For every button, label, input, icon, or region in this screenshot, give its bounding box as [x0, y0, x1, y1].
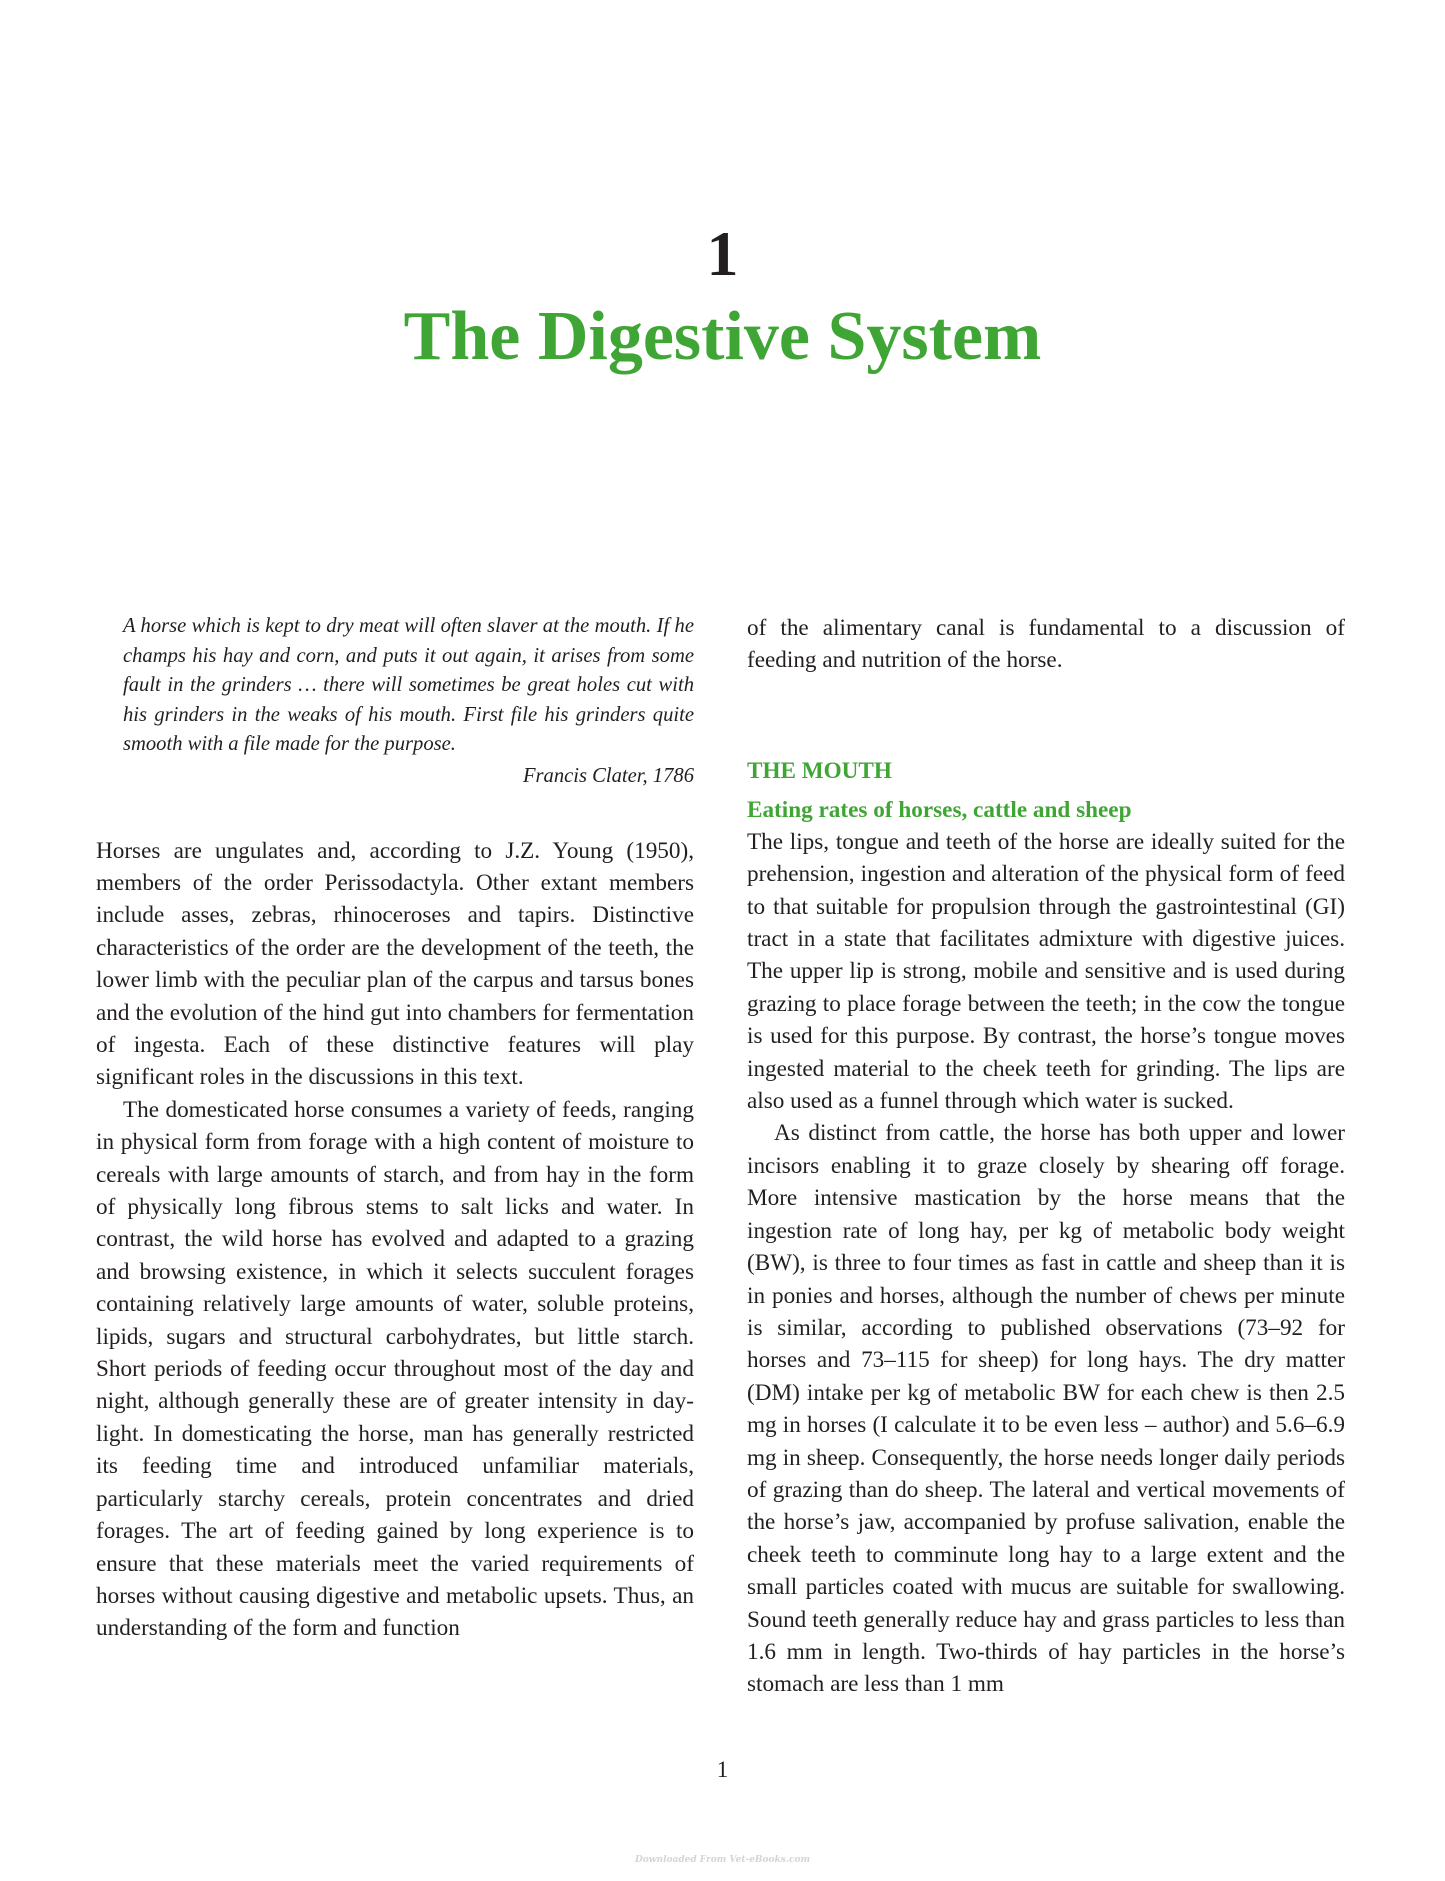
subsection-heading: Eating rates of horses, cattle and sheep	[747, 796, 1132, 823]
section-heading: THE MOUTH	[747, 757, 892, 784]
continuation-paragraph: of the alimentary canal is fundamental to a discussion of feeding and nutrition of the horse.	[747, 615, 1345, 674]
body-paragraph: The domesticated horse consumes a variety of feeds, ranging in physical form from forage with a high content of moisture to cereals with large amounts of starch, and from hay in the form of physically long fibrous stems to salt licks and water. In contrast, the wild horse has evolved and adapted to a grazing and browsing existence, in which it selects succulent forages containing relatively large amounts of water, soluble proteins, lipids, sugars and structural carbohydrates, but little starch. Short periods of feeding occur throughout most of the day and night, although generally these are of greater intensity in daylight. In domesticating the horse, man has generally restricted its feeding time and introduced unfamiliar materials, particularly starchy cereals, protein concentrates and dried forages. The art of feeding gained by long experience is to ensure that these materials meet the varied requirements of horses without causing digestive and metabolic upsets. Thus, an understanding of the form and function	[96, 1096, 694, 1642]
chapter-title: The Digestive System	[403, 298, 1042, 375]
right-column	[747, 612, 1345, 1701]
epigraph	[123, 612, 694, 792]
epigraph-attribution: Francis Clater, 1786	[522, 764, 694, 787]
left-column	[96, 612, 694, 1645]
body-paragraph: The lips, tongue and teeth of the horse are ideally suited for the prehension, ingestion and alteration of the physical form of feed to that suitable for propulsion through the gastrointestinal (GI) tract in a state that facilitates admixture with digestive juices. The upper lip is strong, mobile and sensitive and is used during grazing to place forage between the teeth; in the cow the tongue is used for this purpose. By contrast, the horse’s tongue moves ingested material to the cheek teeth for grinding. The lips are also used as a funnel through which water is sucked.	[747, 828, 1345, 1115]
download-watermark: Downloaded From Vet-eBooks.com	[635, 1855, 810, 1865]
page-number: 1	[716, 1757, 729, 1782]
body-paragraph: As distinct from cattle, the horse has both upper and lower incisors enabling it to graze closely by shearing off forage. More intensive mastication by the horse means that the ingestion rate of long hay, per kg of metabolic body weight (BW), is three to four times as fast in cattle and sheep than it is in ponies and horses, although the number of chews per minute is similar, according to published observations (73–92 for horses and 73–115 for sheep) for long hays. The dry matter (DM) intake per kg of metabolic BW for each chew is then 2.5 mg in horses (I calculate it to be even less – author) and 5.6–6.9 mg in sheep. Consequently, the horse needs longer daily periods of grazing than do sheep. The lateral and vertical movements of the horse’s jaw, accompanied by profuse salivation, enable the cheek teeth to comminute long hay to a large extent and the small particles coated with mucus are suitable for swallowing. Sound teeth generally reduce hay and grass particles to less than 1.6 mm in length. Two-thirds of hay particles in the horse’s stomach are less than 1 mm	[747, 1120, 1345, 1698]
body-paragraph: Horses are ungulates and, according to J.Z. Young (1950), members of the order Perissodactyla. Other extant members include asses, zebras, rhinoceroses and tapirs. Distinctive characteristics of the order are the development of the teeth, the lower limb with the peculiar plan of the carpus and tarsus bones and the evolution of the hind gut into chambers for fermentation of ingesta. Each of these distinctive features will play significant roles in the discussions in this text.	[96, 837, 694, 1091]
epigraph-text: A horse which is kept to dry meat will often slaver at the mouth. If he champs his hay and corn, and puts it out again, it arises from some fault in the grinders … there will sometimes be great holes cut with his grinders in the weaks of his mouth. First file his grinders quite smooth with a file made for the purpose.	[123, 615, 694, 756]
chapter-number: 1	[706, 218, 739, 289]
